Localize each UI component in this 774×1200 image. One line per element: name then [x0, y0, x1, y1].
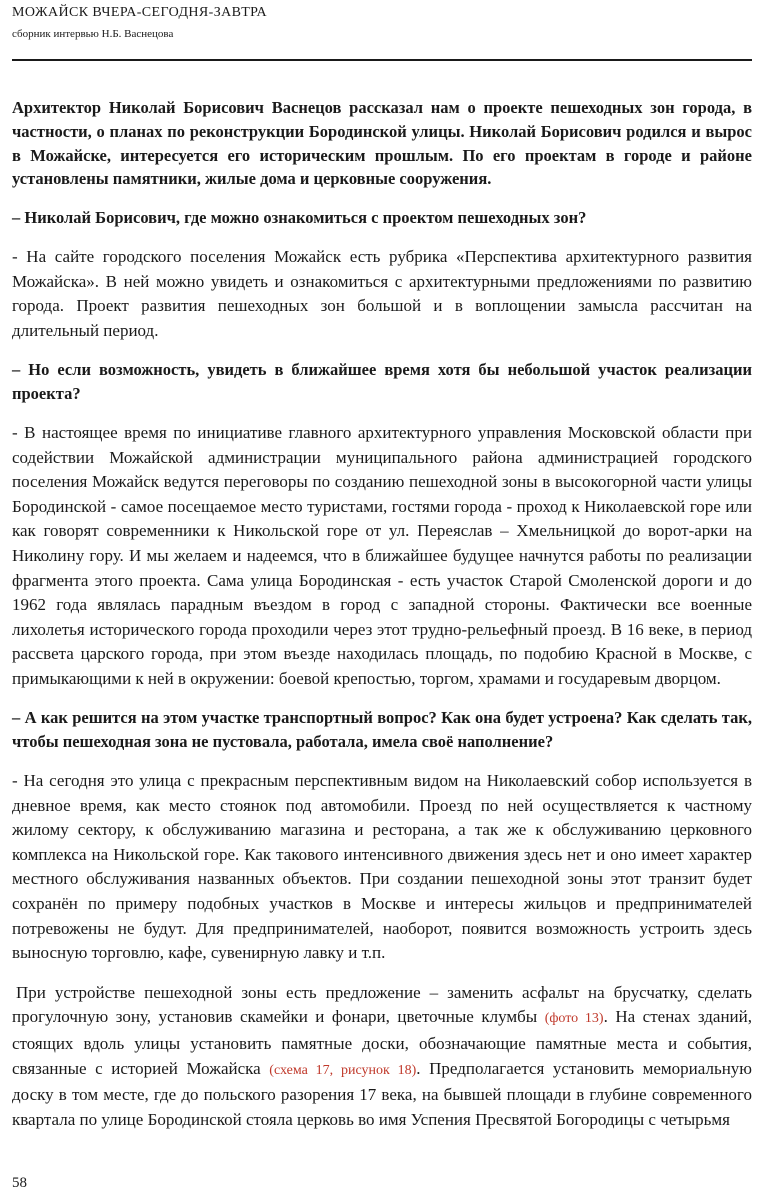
paragraph-4-text-2: . На стенах зданий, стоящих вдоль улицы установить памятные доски, обозначающие памятные места и события, связанные с историей Можайска [12, 1007, 752, 1078]
answer-1: - На сайте городского поселения Можайск есть рубрика «Перспектива архитектурного развития Можайска». В ней можно увидеть и ознакомиться с архитектурными предложениями по развитию города. Проект развития пешеходных зон большой и в воплощении замысла рассчитан на длительный период. [12, 246, 752, 340]
header-divider [12, 59, 752, 61]
paragraph-4-text-1: При устройстве пешеходной зоны есть предложение – заменить асфальт на брусчатку, сделать прогулочную зону, установив скамейки и фонари, цветочные клумбы [12, 982, 752, 1027]
photo-reference: (фото 13) [544, 1011, 604, 1027]
answer-3: - На сегодня это улица с прекрасным перспективным видом на Николаевский собор используется в дневное время, как место стоянок под автомобили. Проезд по ней осуществляется к частному жилому сектору, к обслуживанию магазина и ресторана, а так же к обслуживанию церковного комплекса на Никольской горе. Как такового интенсивного движения здесь нет и оно имеет характер местного обслуживания названных объектов. При создании пешеходной зоны этот транзит будет сохранён по примеру подобных участков в Москве и интересы жильцов и предпринимателей потревожены не будут. Для предпринимателей, наоборот, появится возможность устроить здесь выносную торговлю, кафе, сувенирную лавку и т.п. [12, 771, 752, 963]
scheme-reference: (схема 17, рисунок 18) [269, 1062, 417, 1078]
publication-subtitle: сборник интервью Н.Б. Васнецова [12, 28, 174, 40]
running-header [12, 4, 752, 42]
question-2: – Но если возможность, увидеть в ближайшее время хотя бы небольшой участок реализации проекта? [12, 360, 752, 404]
question-1: – Николай Борисович, где можно ознакомиться с проектом пешеходных зон? [12, 208, 587, 228]
paragraph-4 [12, 981, 752, 1133]
answer-2: - В настоящее время по инициативе главного архитектурного управления Московской области при содействии Можайской администрации муниципального района администрацией городского поселения Можайск ведутся переговоры по созданию пешеходной зоны в высокогорной части улицы Бородинской - самое посещаемое место туристами, гостями города - проход к Николаевской горе или как говорят современники к Никольской горе от ул. Переяслав – Хмельницкой до ворот-арки на Николину гору. И мы желаем и надеемся, что в ближайшее будущее начнутся работы по реализации фрагмента этого проекта. Сама улица Бородинская - есть участок Старой Смоленской дороги и до 1962 года являлась парадным въездом в город с западной стороны. Фактически все военные лихолетья исторического города проходили через этот трудно-рельефный проезд. В 16 веке, в период рассвета царского города, при этом въезде находилась площадь, по подобию Красной в Москве, с примыкающими к ней в окружении: боевой крепостью, торгом, храмами и государевым дворцом. [12, 422, 752, 688]
article-body [12, 96, 752, 1147]
page-number: 58 [12, 1175, 27, 1191]
paragraph-4-text-3: . Предполагается установить мемориальную доску в том месте, где до польского разорения 17 века, на бывшей площади в глубине современного квартала по улице Бородинской стояла церковь во имя Успения Пресвятой Богородицы с четырьмя [12, 1058, 753, 1129]
article-lead: Архитектор Николай Борисович Васнецов рассказал нам о проекте пешеходных зон города, в частности, о планах по реконструкции Бородинской улицы. Николай Борисович родился и вырос в Можайске, интересуется его историческим прошлым. По его проектам в городе и районе установлены памятники, жилые дома и церковные сооружения. [12, 98, 752, 189]
publication-title: МОЖАЙСК ВЧЕРА-СЕГОДНЯ-ЗАВТРА [12, 5, 268, 20]
question-3: – А как решится на этом участке транспортный вопрос? Как она будет устроена? Как сделать так, чтобы пешеходная зона не пустовала, работала, имела своё наполнение? [12, 708, 752, 752]
